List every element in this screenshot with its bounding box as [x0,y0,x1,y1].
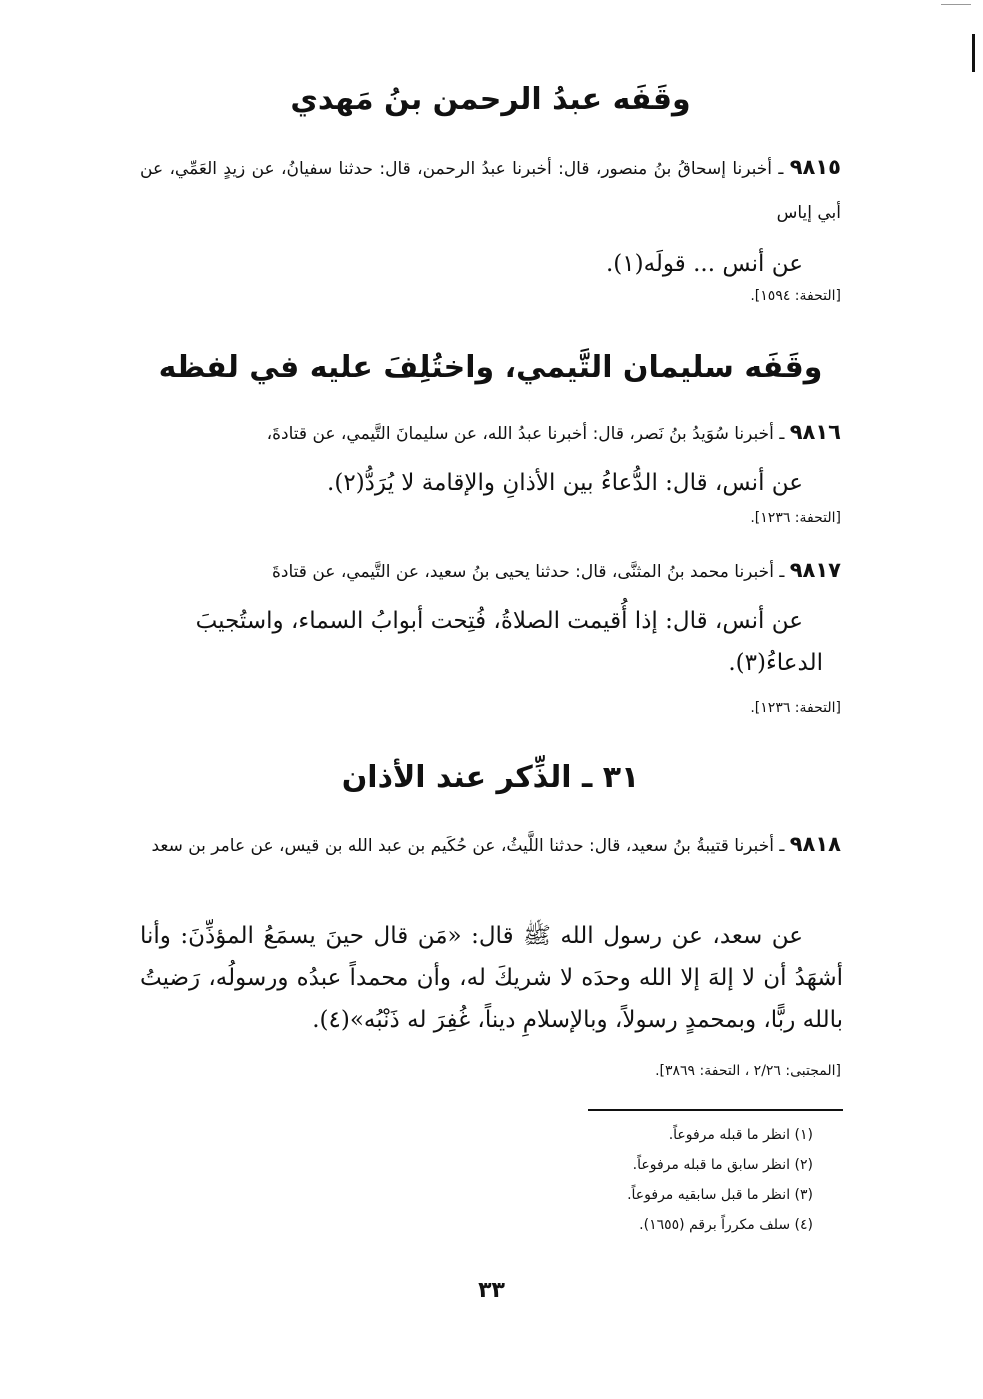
hadith-isnad: ٩٨١٦ ـ أخبرنا سُوَيدُ بنُ نَصر، قال: أخبرنا عبدُ الله، عن سليمانَ التَّيمي، عن قتادةَ، [266,420,841,444]
section-heading-1: وقَفَه عبدُ الرحمن بنُ مَهدي [290,82,691,117]
footnote-3: (٣) انظر ما قبل سابقيه مرفوعاً. [627,1187,813,1203]
hadith-isnad: ٩٨١٧ ـ أخبرنا محمد بنُ المثنَّى، قال: حدثنا يحيى بنُ سعيد، عن التَّيمي، عن قتادةَ [272,558,841,582]
isnad-text: أخبرنا إسحاقُ بنُ منصور، قال: أخبرنا عبدُ الرحمن، قال: حدثنا سفيانُ، عن زيدٍ العَمِّي، عن أبي إياس [140,159,841,223]
hadith-matn: عن أنس، قال: الدُّعاءُ بين الأذانِ والإقامة لا يُرَدُّ(٢). [327,470,803,496]
hadith-isnad: ٩٨١٨ ـ أخبرنا قتيبةُ بنُ سعيد، قال: حدثنا اللَّيثُ، عن حُكَيم بن عبد الله بن قيس، عن عامر بن سعد [151,832,841,856]
isnad-text: أخبرنا محمد بنُ المثنَّى، قال: حدثنا يحيى بنُ سعيد، عن التَّيمي، عن قتادةَ [272,562,774,582]
hadith-reference: [التحفة: ١٢٣٦]. [750,510,841,526]
hadith-number: ٩٨١٧ [789,558,841,582]
section-heading-2: وقَفَه سليمان التَّيمي، واختُلِفَ عليه في لفظه [158,350,823,385]
hadith-number: ٩٨١٦ [789,420,841,444]
hadith-number: ٩٨١٥ [789,155,841,179]
hadith-reference: [المجتبى: ٢/٢٦ ، التحفة: ٣٨٦٩]. [655,1063,841,1079]
corner-mark [941,4,971,5]
footnotes [513,1120,813,1240]
hadith-reference: [التحفة: ١٢٣٦]. [750,700,841,716]
hadith-isnad: ٩٨١٥ ـ أخبرنا إسحاقُ بنُ منصور، قال: أخبرنا عبدُ الرحمن، قال: حدثنا سفيانُ، عن زيدٍ العَمِّي، عن أبي إياس [140,155,841,223]
footnote-2: (٢) انظر سابق ما قبله مرفوعاً. [632,1157,813,1173]
footnote-1: (١) انظر ما قبله مرفوعاً. [668,1127,813,1143]
isnad-text: أخبرنا قتيبةُ بنُ سعيد، قال: حدثنا اللَّيثُ، عن حُكَيم بن عبد الله بن قيس، عن عامر بن سعد [151,836,774,856]
page-edge-bar [972,34,975,72]
chapter-heading-31: ٣١ ـ الذِّكر عند الأذان [341,760,640,795]
footnote-4: (٤) سلف مكرراً برقم (١٦٥٥). [639,1217,813,1233]
isnad-text: أخبرنا سُوَيدُ بنُ نَصر، قال: أخبرنا عبدُ الله، عن سليمانَ التَّيمي، عن قتادةَ، [266,424,774,444]
page-number: ٣٣ [478,1278,505,1303]
hadith-matn: عن أنس، قال: إذا أُقيمت الصلاةُ، فُتِحت أبوابُ السماء، واستُجيبَ الدعاءُ(٣). [195,608,823,676]
footnote-separator [588,1109,843,1111]
hadith-number: ٩٨١٨ [789,832,841,856]
hadith-matn: عن سعد، عن رسول الله ﷺ قال: «مَن قال حينَ يسمَعُ المؤذِّنَ: وأنا أشهَدُ أن لا إلهَ إلا الله وحدَه لا شريكَ له، وأن محمداً عبدُه ورسولُه، رَضيتُ بالله ربًّا، وبمحمدٍ رسولاً، وبالإسلامِ ديناً، غُفِرَ له ذَنْبُه»(٤). [140,923,843,1033]
hadith-matn: عن أنس ... قولَه(١). [605,251,803,277]
hadith-reference: [التحفة: ١٥٩٤]. [750,288,841,304]
